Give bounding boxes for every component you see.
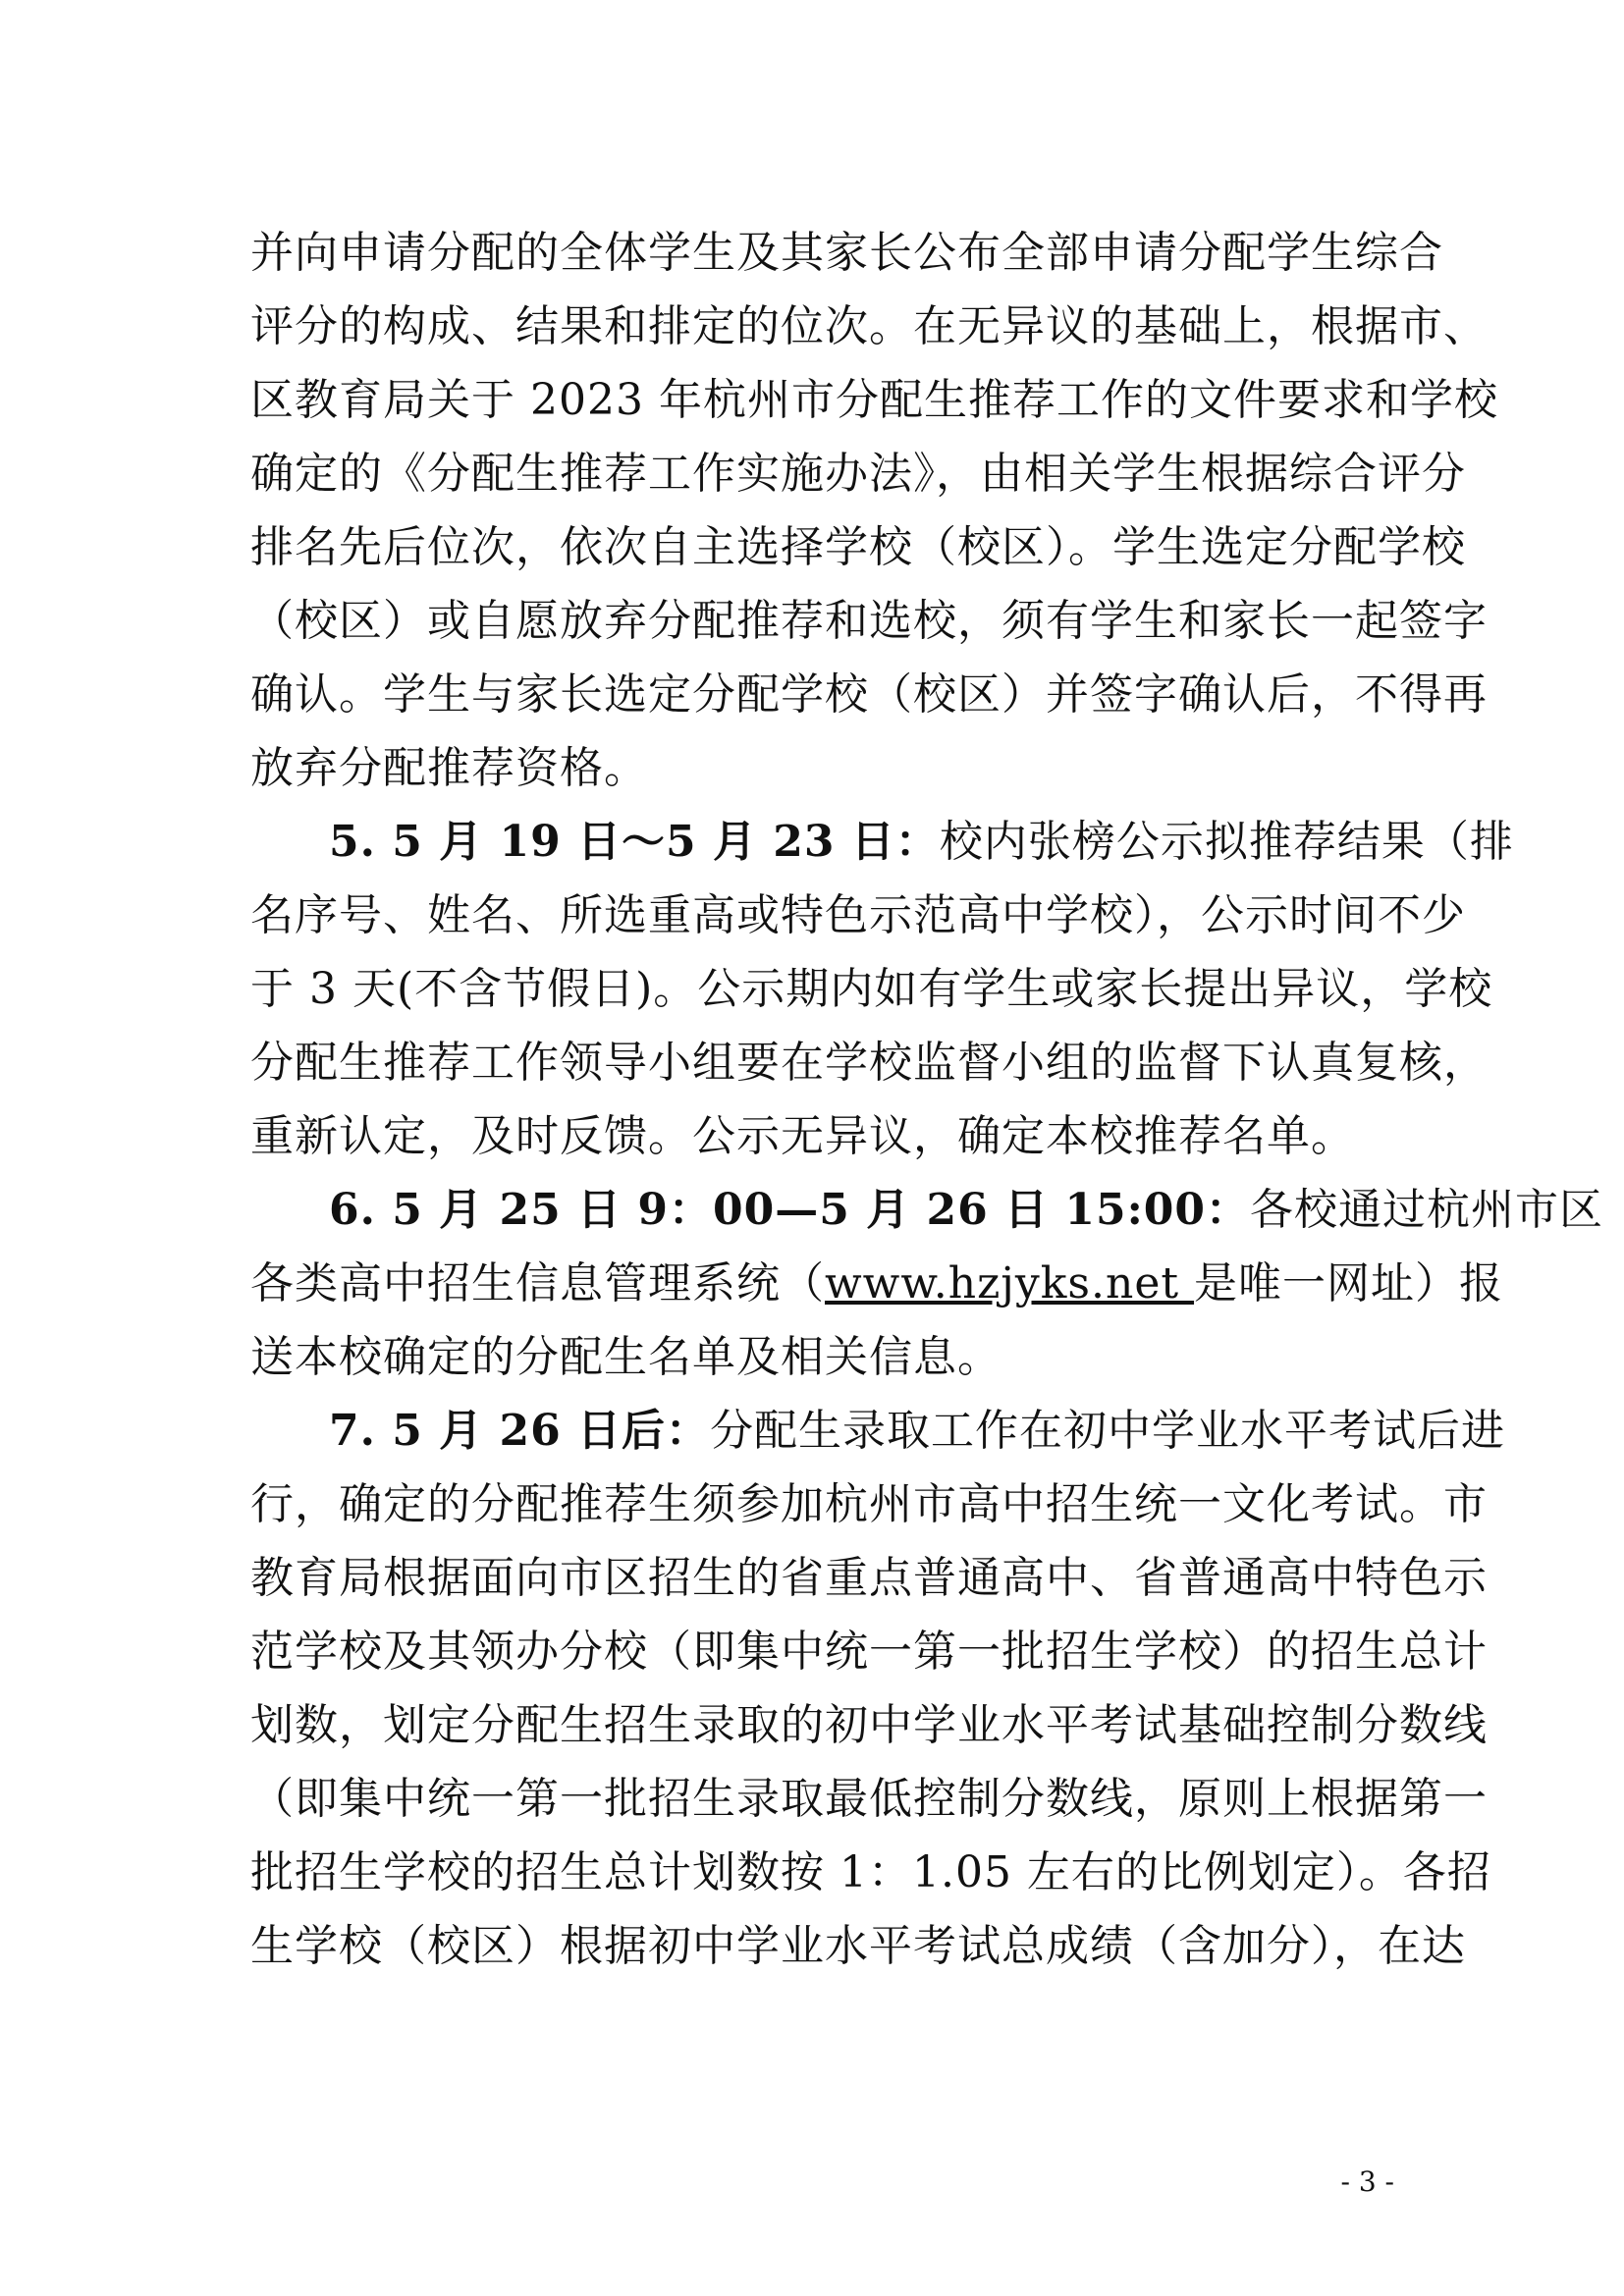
paragraph-line: 排名先后位次，依次自主选择学校（校区）。学生选定分配学校	[250, 522, 1466, 572]
item6-text: 各校通过杭州市区	[1250, 1185, 1604, 1235]
paragraph-line: 划数，划定分配生招生录取的初中学业水平考试基础控制分数线	[250, 1700, 1488, 1750]
item7-text: 分配生录取工作在初中学业水平考试后进	[710, 1406, 1506, 1456]
paragraph-line: 批招生学校的招生总计划数按 1：1.05 左右的比例划定）。各招	[250, 1847, 1491, 1897]
paragraph-line: （校区）或自愿放弃分配推荐和选校，须有学生和家长一起签字	[250, 596, 1488, 646]
paragraph-line: 并向申请分配的全体学生及其家长公布全部申请分配学生综合	[250, 228, 1443, 278]
paragraph-line: 确认。学生与家长选定分配学校（校区）并签字确认后，不得再	[250, 669, 1488, 720]
item6-text-after-link: 是唯一网址）报	[1194, 1258, 1504, 1308]
paragraph-line: 分配生推荐工作领导小组要在学校监督小组的监督下认真复核，	[250, 1038, 1488, 1088]
paragraph-line: 生学校（校区）根据初中学业水平考试总成绩（含加分），在达	[250, 1921, 1466, 1971]
paragraph-line: 评分的构成、结果和排定的位次。在无异议的基础上，根据市、	[250, 301, 1488, 351]
paragraph-line: 确定的《分配生推荐工作实施办法》，由相关学生根据综合评分	[250, 449, 1466, 499]
item5-text: 校内张榜公示拟推荐结果（排	[939, 817, 1514, 867]
paragraph-line: 名序号、姓名、所选重高或特色示范高中学校），公示时间不少	[250, 890, 1466, 940]
item5-heading: 5. 5 月 19 日～5 月 23 日：	[329, 817, 940, 867]
paragraph-line: 教育局根据面向市区招生的省重点普通高中、省普通高中特色示	[250, 1553, 1488, 1603]
paragraph-line: 行，确定的分配推荐生须参加杭州市高中招生统一文化考试。市	[250, 1479, 1488, 1529]
paragraph-line: 区教育局关于 2023 年杭州市分配生推荐工作的文件要求和学校	[250, 375, 1498, 425]
item5-first-line	[329, 813, 1514, 872]
paragraph-line: 于 3 天(不含节假日)。公示期内如有学生或家长提出异议，学校	[250, 964, 1493, 1014]
paragraph-line: （即集中统一第一批招生录取最低控制分数线，原则上根据第一	[250, 1774, 1488, 1824]
item7-heading: 7. 5 月 26 日后：	[329, 1406, 711, 1456]
page-number: - 3 -	[1340, 2165, 1394, 2198]
paragraph-line: 放弃分配推荐资格。	[250, 743, 648, 793]
website-link[interactable]: www.hzjyks.net	[825, 1258, 1195, 1308]
paragraph-line: 送本校确定的分配生名单及相关信息。	[250, 1332, 1001, 1382]
item6-first-line	[329, 1181, 1604, 1240]
item6-second-line	[250, 1255, 1504, 1313]
paragraph-line: 重新认定，及时反馈。公示无异议，确定本校推荐名单。	[250, 1111, 1355, 1161]
item6-heading: 6. 5 月 25 日 9：00—5 月 26 日 15:00：	[329, 1185, 1251, 1235]
item7-first-line	[329, 1402, 1506, 1461]
item6-text-before-link: 各类高中招生信息管理系统（	[250, 1258, 825, 1308]
paragraph-line: 范学校及其领办分校（即集中统一第一批招生学校）的招生总计	[250, 1627, 1488, 1677]
